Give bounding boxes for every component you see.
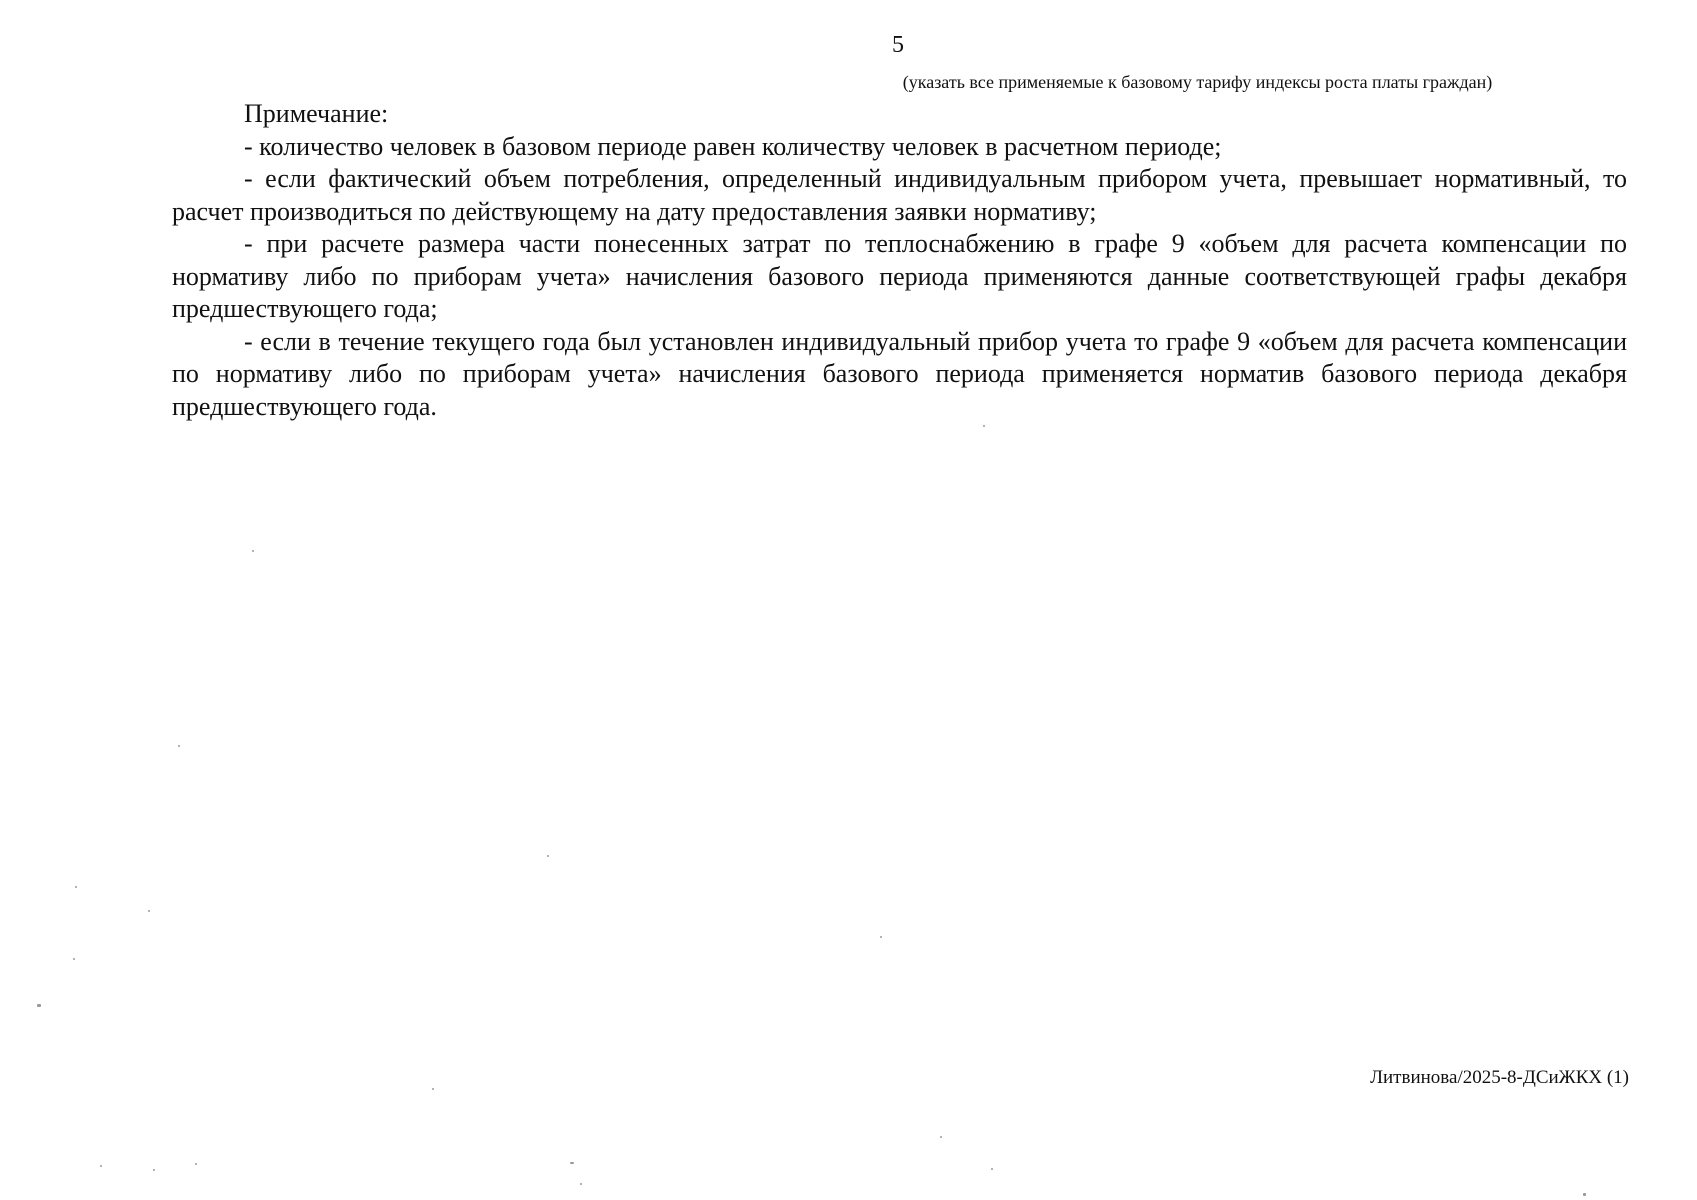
scan-speck — [148, 910, 150, 912]
note-item: - если фактический объем потребления, определенный индивидуальным прибором учета, превышает нормативный, то расчет производиться по действующему на дату предоставления заявки нормативу; — [172, 164, 1627, 226]
notes-section — [172, 98, 1627, 423]
note-item: - если в течение текущего года был установлен индивидуальный прибор учета то графе 9 «объем для расчета компенсации по нормативу либо по приборам учета» начисления базового периода применяется норматив базового периода декабря предшествующего года. — [172, 326, 1627, 421]
scan-speck — [75, 886, 77, 888]
scan-speck — [178, 745, 180, 747]
scan-speck — [940, 1136, 942, 1138]
document-reference-footer: Литвинова/2025-8-ДСиЖКХ (1) — [1370, 1067, 1629, 1088]
scan-speck — [195, 1163, 197, 1165]
notes-title: Примечание: — [244, 99, 389, 128]
scan-speck — [153, 1169, 155, 1171]
scan-speck — [547, 855, 549, 857]
tariff-index-hint: (указать все применяемые к базовому тарифу индексы роста платы граждан) — [902, 72, 1493, 92]
scan-speck — [432, 1088, 434, 1090]
page-number: 5 — [892, 32, 904, 58]
note-item: - количество человек в базовом периоде равен количеству человек в расчетном периоде; — [244, 131, 1222, 161]
scan-speck — [37, 1004, 41, 1007]
scan-speck — [252, 550, 254, 552]
scan-speck — [580, 1183, 582, 1185]
scan-speck — [991, 1168, 993, 1170]
scan-speck — [983, 425, 985, 427]
scan-speck — [73, 958, 75, 960]
scan-speck — [1583, 1193, 1586, 1196]
scan-speck — [570, 1162, 574, 1164]
note-item: - при расчете размера части понесенных затрат по теплоснабжению в графе 9 «объем для расчета компенсации по нормативу либо по приборам учета» начисления базового периода применяются данные соответствующей графы декабря предшествующего года; — [172, 229, 1627, 323]
scan-speck — [880, 936, 882, 938]
scan-speck — [100, 1165, 102, 1167]
